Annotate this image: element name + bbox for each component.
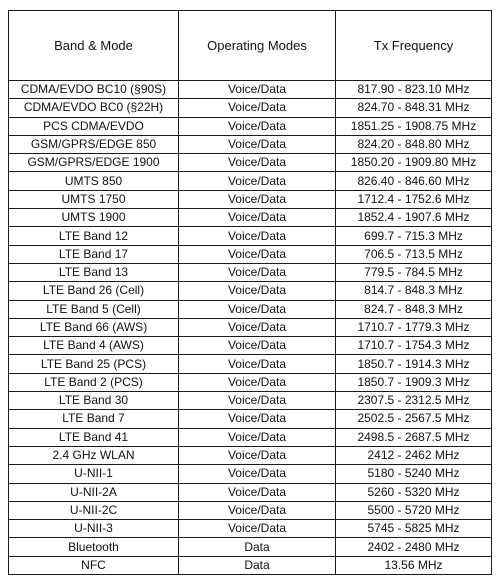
band-mode-cell: LTE Band 17 [9, 245, 179, 263]
operating-mode-cell: Voice/Data [179, 245, 336, 263]
band-mode-cell: 2.4 GHz WLAN [9, 446, 179, 464]
tx-frequency-cell: 817.90 - 823.10 MHz [336, 81, 492, 99]
operating-mode-cell: Voice/Data [179, 135, 336, 153]
table-row [9, 172, 492, 190]
table-row [9, 245, 492, 263]
header-band-mode: Band & Mode [9, 11, 179, 81]
operating-mode-cell: Data [179, 538, 336, 556]
tx-frequency-cell: 1850.20 - 1909.80 MHz [336, 154, 492, 172]
table-row [9, 135, 492, 153]
table-row [9, 392, 492, 410]
table-row [9, 282, 492, 300]
operating-mode-cell: Voice/Data [179, 428, 336, 446]
table-row [9, 81, 492, 99]
tx-frequency-cell: 5180 - 5240 MHz [336, 465, 492, 483]
band-mode-cell: LTE Band 66 (AWS) [9, 318, 179, 336]
tx-frequency-cell: 706.5 - 713.5 MHz [336, 245, 492, 263]
band-mode-cell: LTE Band 2 (PCS) [9, 373, 179, 391]
table-row [9, 428, 492, 446]
table-row [9, 337, 492, 355]
table-row [9, 154, 492, 172]
tx-frequency-cell: 824.7 - 848.3 MHz [336, 300, 492, 318]
band-mode-cell: CDMA/EVDO BC10 (§90S) [9, 81, 179, 99]
tx-frequency-cell: 5745 - 5825 MHz [336, 520, 492, 538]
operating-mode-cell: Voice/Data [179, 99, 336, 117]
operating-mode-cell: Voice/Data [179, 190, 336, 208]
band-mode-cell: UMTS 1750 [9, 190, 179, 208]
band-mode-cell: U-NII-1 [9, 465, 179, 483]
tx-frequency-cell: 699.7 - 715.3 MHz [336, 227, 492, 245]
table-row [9, 501, 492, 519]
band-mode-cell: NFC [9, 556, 179, 574]
table-row [9, 300, 492, 318]
table-row [9, 446, 492, 464]
tx-frequency-cell: 13.56 MHz [336, 556, 492, 574]
table-row [9, 538, 492, 556]
table-row [9, 227, 492, 245]
band-mode-cell: LTE Band 4 (AWS) [9, 337, 179, 355]
table-row [9, 117, 492, 135]
operating-mode-cell: Voice/Data [179, 227, 336, 245]
tx-frequency-cell: 1710.7 - 1779.3 MHz [336, 318, 492, 336]
tx-frequency-cell: 2502.5 - 2567.5 MHz [336, 410, 492, 428]
band-mode-cell: LTE Band 30 [9, 392, 179, 410]
operating-mode-cell: Voice/Data [179, 501, 336, 519]
operating-mode-cell: Voice/Data [179, 282, 336, 300]
operating-mode-cell: Voice/Data [179, 410, 336, 428]
header-operating-modes: Operating Modes [179, 11, 336, 81]
band-mode-cell: U-NII-2C [9, 501, 179, 519]
tx-frequency-cell: 2402 - 2480 MHz [336, 538, 492, 556]
operating-mode-cell: Voice/Data [179, 392, 336, 410]
operating-mode-cell: Voice/Data [179, 209, 336, 227]
table-row [9, 465, 492, 483]
operating-mode-cell: Voice/Data [179, 81, 336, 99]
tx-frequency-cell: 5500 - 5720 MHz [336, 501, 492, 519]
frequency-table [8, 10, 492, 575]
band-mode-cell: PCS CDMA/EVDO [9, 117, 179, 135]
header-row [9, 11, 492, 81]
table-body [9, 81, 492, 575]
operating-mode-cell: Voice/Data [179, 446, 336, 464]
tx-frequency-cell: 824.20 - 848.80 MHz [336, 135, 492, 153]
band-mode-cell: UMTS 1900 [9, 209, 179, 227]
tx-frequency-cell: 2412 - 2462 MHz [336, 446, 492, 464]
band-mode-cell: GSM/GPRS/EDGE 1900 [9, 154, 179, 172]
band-mode-cell: LTE Band 13 [9, 263, 179, 281]
band-mode-cell: GSM/GPRS/EDGE 850 [9, 135, 179, 153]
tx-frequency-cell: 2498.5 - 2687.5 MHz [336, 428, 492, 446]
tx-frequency-cell: 2307.5 - 2312.5 MHz [336, 392, 492, 410]
band-mode-cell: CDMA/EVDO BC0 (§22H) [9, 99, 179, 117]
tx-frequency-cell: 1712.4 - 1752.6 MHz [336, 190, 492, 208]
table-row [9, 318, 492, 336]
band-mode-cell: Bluetooth [9, 538, 179, 556]
tx-frequency-cell: 1850.7 - 1909.3 MHz [336, 373, 492, 391]
table-row [9, 373, 492, 391]
operating-mode-cell: Voice/Data [179, 355, 336, 373]
operating-mode-cell: Voice/Data [179, 373, 336, 391]
operating-mode-cell: Voice/Data [179, 117, 336, 135]
table-row [9, 209, 492, 227]
operating-mode-cell: Voice/Data [179, 263, 336, 281]
table-row [9, 355, 492, 373]
band-mode-cell: LTE Band 26 (Cell) [9, 282, 179, 300]
operating-mode-cell: Voice/Data [179, 318, 336, 336]
band-mode-cell: LTE Band 25 (PCS) [9, 355, 179, 373]
band-mode-cell: U-NII-2A [9, 483, 179, 501]
tx-frequency-cell: 1710.7 - 1754.3 MHz [336, 337, 492, 355]
table-row [9, 410, 492, 428]
tx-frequency-cell: 826.40 - 846.60 MHz [336, 172, 492, 190]
band-mode-cell: LTE Band 41 [9, 428, 179, 446]
band-mode-cell: U-NII-3 [9, 520, 179, 538]
tx-frequency-cell: 1851.25 - 1908.75 MHz [336, 117, 492, 135]
operating-mode-cell: Voice/Data [179, 520, 336, 538]
tx-frequency-cell: 1850.7 - 1914.3 MHz [336, 355, 492, 373]
tx-frequency-cell: 824.70 - 848.31 MHz [336, 99, 492, 117]
table-row [9, 520, 492, 538]
header-tx-frequency: Tx Frequency [336, 11, 492, 81]
operating-mode-cell: Voice/Data [179, 483, 336, 501]
table-row [9, 190, 492, 208]
tx-frequency-cell: 814.7 - 848.3 MHz [336, 282, 492, 300]
table-header [9, 11, 492, 81]
operating-mode-cell: Voice/Data [179, 465, 336, 483]
operating-mode-cell: Voice/Data [179, 300, 336, 318]
tx-frequency-cell: 1852.4 - 1907.6 MHz [336, 209, 492, 227]
table-row [9, 556, 492, 574]
tx-frequency-cell: 779.5 - 784.5 MHz [336, 263, 492, 281]
operating-mode-cell: Voice/Data [179, 154, 336, 172]
band-mode-cell: LTE Band 7 [9, 410, 179, 428]
operating-mode-cell: Voice/Data [179, 172, 336, 190]
band-mode-cell: UMTS 850 [9, 172, 179, 190]
table-row [9, 483, 492, 501]
operating-mode-cell: Data [179, 556, 336, 574]
table-row [9, 99, 492, 117]
tx-frequency-cell: 5260 - 5320 MHz [336, 483, 492, 501]
band-mode-cell: LTE Band 5 (Cell) [9, 300, 179, 318]
operating-mode-cell: Voice/Data [179, 337, 336, 355]
band-mode-cell: LTE Band 12 [9, 227, 179, 245]
table-row [9, 263, 492, 281]
